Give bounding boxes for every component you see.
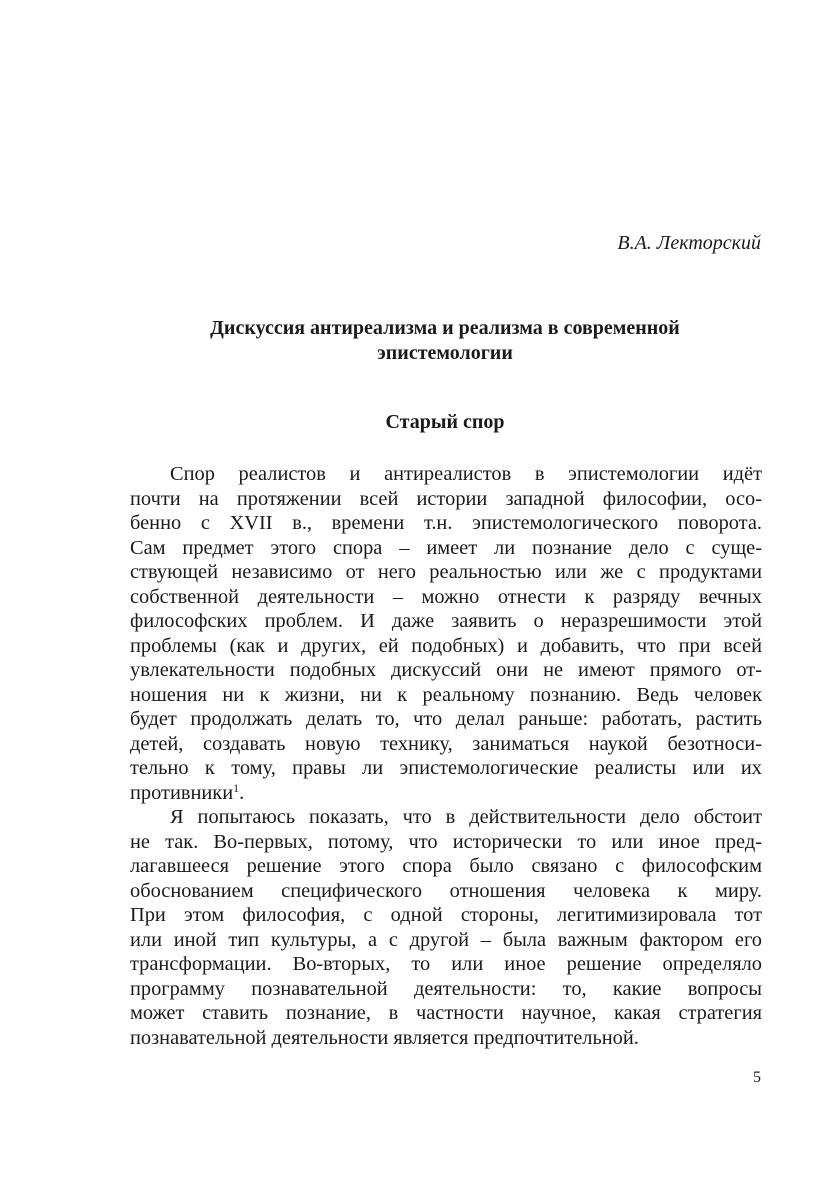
article-title xyxy=(130,316,760,366)
paragraph-1-line: Сам предмет этого спора – имеет ли познание дело с суще- xyxy=(130,536,762,559)
author-name: В.А. Лекторский xyxy=(617,232,761,254)
paragraph-2-line: лагавшееся решение этого спора было связано с философским xyxy=(130,855,762,877)
paragraph-1-last-line-end: . xyxy=(239,781,245,804)
paragraph-2-line: обоснованием специфического отношения человека к миру. xyxy=(130,879,762,902)
paragraph-1-line: ствующей независимо от него реальностью или же с продуктами xyxy=(130,561,762,583)
paragraph-1-line: ношения ни к жизни, ни к реальному познанию. Ведь человек xyxy=(130,683,762,706)
paragraph-1-last-line xyxy=(130,781,762,806)
paragraph-1-line: будет продолжать делать то, что делал раньше: работать, растить xyxy=(130,708,762,730)
section-heading: Старый спор xyxy=(385,411,505,433)
article-title-line-1: Дискуссия антиреализма и реализма в современной xyxy=(210,317,680,339)
footnote-marker[interactable]: 1 xyxy=(233,780,240,795)
paragraph-2-line: не так. Во-первых, потому, что исторически то или иное пред- xyxy=(130,830,762,853)
paragraph-1-line: почти на протяжении всей истории западной философии, осо- xyxy=(130,487,762,510)
paragraph-2-line: может ставить познание, в частности научное, какая стратегия xyxy=(130,1002,762,1024)
paragraph-1-line: увлекательности подобных дискуссий они не имеют прямого от- xyxy=(130,659,762,681)
paragraph-1-last-line-text: противники xyxy=(130,781,234,804)
paragraph-1-line: бенно с XVII в., времени т.н. эпистемологического поворота. xyxy=(130,512,762,534)
page-number: 5 xyxy=(753,1069,761,1086)
paragraph-1-line: собственной деятельности – можно отнести к разряду вечных xyxy=(130,585,762,608)
body-text xyxy=(130,462,762,1050)
paragraph-1-line: детей, создавать новую технику, заниматься наукой безотноси- xyxy=(130,732,762,755)
paragraph-1-line: Спор реалистов и антиреалистов в эпистемологии идёт xyxy=(170,463,762,485)
paragraph-2-line: Я попытаюсь показать, что в действительности дело обстоит xyxy=(170,806,762,828)
article-title-line-2: эпистемологии xyxy=(377,342,513,364)
paragraph-2-line: трансформации. Во-вторых, то или иное решение определяло xyxy=(130,953,762,975)
paragraph-1-line: тельно к тому, правы ли эпистемологические реалисты или их xyxy=(130,757,762,779)
paragraph-2-line: При этом философия, с одной стороны, легитимизировала тот xyxy=(130,904,762,926)
paragraph-1-line: философских проблем. И даже заявить о неразрешимости этой xyxy=(130,610,762,632)
paragraph-2-last-line: познавательной деятельности является предпочтительной. xyxy=(130,1026,639,1049)
paragraph-2-line: или иной тип культуры, а с другой – была важным фактором его xyxy=(130,928,762,951)
paragraph-1-line: проблемы (как и других, ей подобных) и добавить, что при всей xyxy=(130,634,762,657)
paragraph-2-line: программу познавательной деятельности: то, какие вопросы xyxy=(130,977,762,1000)
